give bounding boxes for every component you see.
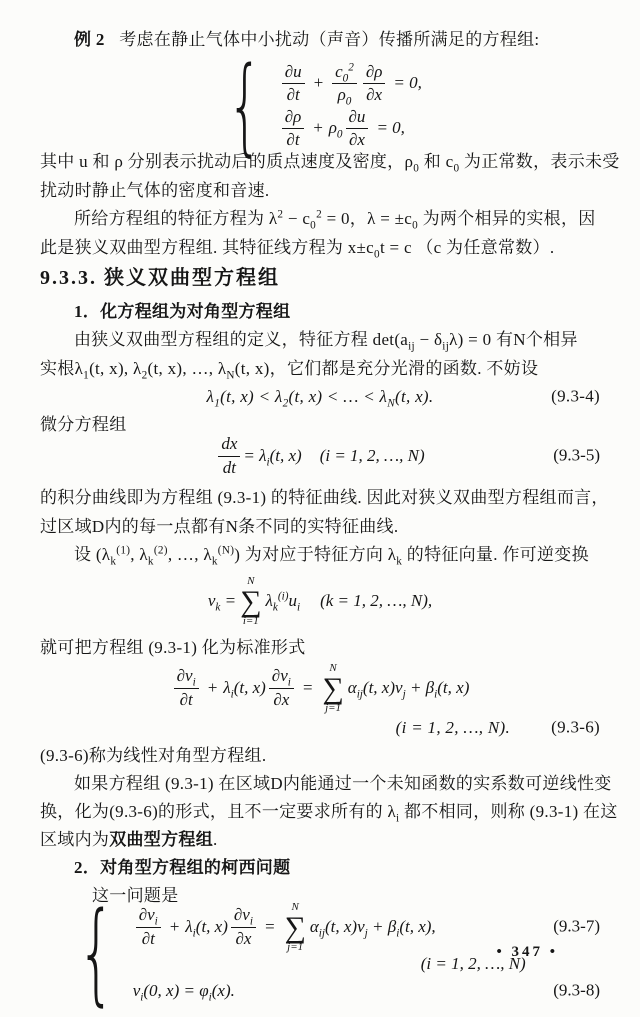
paragraph-if-line2: 换，化为(9.3-6)的形式，且不一定要求所有的 $\lambda_i$ 都不相同，则称 (9.3-1) 在这 bbox=[40, 802, 618, 825]
equals-operator: = bbox=[301, 677, 314, 697]
left-brace: { bbox=[77, 889, 116, 1017]
denominator: ∂t bbox=[179, 689, 193, 709]
equation-sound-2 bbox=[279, 106, 427, 151]
numerator: $c_0^2$ bbox=[332, 62, 357, 84]
equation-rhs: $\alpha_{ij}(t$, $x)v_j + \beta_i(t$, x), bbox=[309, 916, 436, 940]
example-paragraph bbox=[40, 28, 600, 53]
equation-9-3-8 bbox=[133, 977, 600, 1005]
initial-condition: $v_i(0$, $x) = \varphi_i(x)$. bbox=[132, 980, 235, 1004]
denominator: ∂t bbox=[141, 928, 155, 948]
equals-zero: = 0, bbox=[393, 73, 422, 93]
equation-9-3-6-line2 bbox=[40, 716, 600, 741]
item1-title: 1．化方程组为对角型方程组 bbox=[74, 302, 291, 321]
line-ode: 微分方程组 bbox=[40, 415, 127, 434]
equation-lhs: $v_k$ = bbox=[207, 590, 237, 614]
equation-condition: (i = 1, 2, …, N) bbox=[420, 953, 526, 973]
equation-rhs: $\alpha_{ij}(t$, $x)v_j + \beta_i(t$, x) bbox=[347, 677, 470, 701]
numerator: $\partial v_i$ bbox=[269, 666, 294, 688]
hyperbolic-system-term: 双曲型方程组 bbox=[109, 830, 214, 849]
denominator: dt bbox=[222, 457, 236, 477]
equation-system bbox=[213, 44, 427, 167]
coefficient: $\lambda_i(t$, x) bbox=[223, 677, 266, 701]
paragraph-characteristic-line1: 所给方程组的特征方程为 $\lambda^2 - c_0^2 = 0$，$\lambda = \pm c_0$ 为两个相异的实根，因 bbox=[74, 208, 596, 232]
sum-lower-limit: i=1 bbox=[242, 614, 259, 627]
equation-9-3-6-line1 bbox=[40, 660, 600, 716]
equation-9-3-4 bbox=[40, 385, 600, 410]
equation-condition: (k = 1, 2, …, N), bbox=[320, 590, 433, 610]
equals-operator: = bbox=[263, 916, 276, 936]
paragraph-definition-line1: 由狭义双曲型方程组的定义，特征方程 $\det(a_{ij} - \delta_{ij}\lambda) = 0$ 有N个相异 bbox=[74, 330, 578, 353]
equation-rhs: = $\lambda_i(t$, x) bbox=[243, 445, 302, 469]
numerator: ∂ρ bbox=[282, 107, 305, 129]
equation-9-3-5 bbox=[40, 433, 600, 479]
plus-operator: + bbox=[168, 916, 181, 936]
fraction bbox=[218, 434, 240, 478]
equation-body: $\lambda_1(t$, $x) < \lambda_2(t$, x) < … < $\lambda_N(t$, x). bbox=[206, 387, 434, 410]
fraction bbox=[282, 62, 305, 106]
sum-upper-limit: N bbox=[247, 575, 255, 588]
plus-operator: + bbox=[312, 73, 325, 93]
equals-zero: = 0, bbox=[376, 118, 405, 138]
summation bbox=[240, 575, 261, 626]
fraction bbox=[363, 62, 386, 106]
numerator: ∂u bbox=[346, 107, 369, 129]
line-problem-intro: 这一问题是 bbox=[92, 886, 179, 905]
sum-upper-limit: N bbox=[329, 662, 337, 675]
equation-tag: (9.3-7) bbox=[553, 916, 600, 936]
equation-tag: (9.3-5) bbox=[553, 445, 600, 465]
numerator: ∂ρ bbox=[363, 62, 386, 84]
section-heading: 9.3.3. 狭义双曲型方程组 bbox=[40, 267, 280, 289]
left-brace: { bbox=[227, 44, 263, 167]
sigma-symbol: ∑ bbox=[322, 671, 344, 705]
paragraph-if-line1: 如果方程组 (9.3-1) 在区域D内能通过一个未知函数的实系数可逆线性变 bbox=[74, 774, 612, 793]
denominator: ∂t bbox=[286, 130, 300, 149]
coefficient: $\rho_0$ bbox=[328, 118, 343, 141]
plus-operator: + bbox=[206, 677, 219, 697]
denominator: ∂x bbox=[366, 85, 383, 104]
denominator: $\rho_0$ bbox=[337, 85, 352, 108]
numerator: $\partial v_i$ bbox=[174, 666, 199, 688]
equation-body: $\lambda_k^{(i)}u_i$ bbox=[265, 590, 301, 614]
paragraph-definition-line2: 实根$\lambda_1(t$, x), $\lambda_2(t$, x), …, $\lambda_N(t$, x)，它们都是充分光滑的函数. 不妨设 bbox=[40, 359, 539, 382]
sum-lower-limit: j=1 bbox=[325, 701, 342, 714]
equation-sound-1 bbox=[279, 61, 427, 106]
equation-condition: (i = 1, 2, …, N). bbox=[395, 718, 510, 737]
summation bbox=[322, 662, 343, 713]
denominator: ∂x bbox=[273, 689, 290, 709]
fraction bbox=[282, 107, 305, 151]
numerator: $\partial v_i$ bbox=[136, 905, 161, 927]
text-before-bold: 区域内为 bbox=[40, 830, 110, 849]
denominator: ∂x bbox=[349, 130, 365, 149]
equation-lines bbox=[279, 61, 427, 151]
line-standard-form: 就可把方程组 (9.3-1) 化为标准形式 bbox=[40, 638, 306, 657]
denominator: ∂t bbox=[286, 85, 300, 104]
sum-upper-limit: N bbox=[291, 901, 299, 914]
paragraph-integral-line2: 过区域D内的每一点都有N条不同的实特征曲线. bbox=[40, 517, 399, 536]
paragraph-if-line3 bbox=[40, 828, 600, 853]
equation-tag: (9.3-8) bbox=[553, 980, 600, 1000]
example-intro: 考虑在静止气体中小扰动（声音）传播所满足的方程组: bbox=[119, 30, 540, 49]
plus-operator: + bbox=[312, 118, 324, 138]
numerator: ∂u bbox=[282, 62, 305, 84]
fraction bbox=[332, 62, 357, 106]
denominator: ∂x bbox=[235, 928, 252, 948]
numerator: dx bbox=[218, 434, 240, 456]
equation-tag: (9.3-4) bbox=[551, 386, 600, 406]
fraction bbox=[174, 666, 199, 710]
text-after-bold: . bbox=[213, 830, 218, 849]
paragraph-meaning-line1: 其中 u 和 ρ 分别表示扰动后的质点速度及密度，$\rho_0$ 和 $c_0$ 为正常数，表示未受 bbox=[40, 152, 620, 175]
equation-vk-transform bbox=[40, 572, 600, 630]
paragraph-meaning-line2: 扰动时静止气体的密度和音速. bbox=[40, 181, 270, 200]
fraction bbox=[346, 107, 369, 151]
page-number: • 347 • bbox=[496, 944, 558, 960]
coefficient: $\lambda_i(t$, x) bbox=[185, 916, 228, 940]
sigma-symbol: ∑ bbox=[284, 910, 306, 944]
line-diagonal-name: (9.3-6)称为线性对角型方程组. bbox=[40, 746, 267, 765]
sum-lower-limit: j=1 bbox=[287, 940, 304, 953]
sigma-symbol: ∑ bbox=[240, 584, 262, 618]
paragraph-eigenvector: 设 ($\lambda_k^{(1)}$, $\lambda_k^{(2)}$, …, $\lambda_k^{(N)}$) 为对应于特征方向 $\lambda_k$ 的特征向量. 作可逆变换 bbox=[74, 544, 589, 568]
numerator: $\partial v_i$ bbox=[231, 905, 256, 927]
paragraph-characteristic-line2: 此是狭义双曲型方程组. 其特征线方程为 $x\pm c_0t = c$ （c 为任意常数）. bbox=[40, 238, 555, 261]
item2-title: 2．对角型方程组的柯西问题 bbox=[74, 858, 291, 877]
fraction bbox=[269, 666, 294, 710]
example-label: 例 2 bbox=[74, 30, 105, 49]
equation-tag: (9.3-6) bbox=[551, 717, 600, 737]
paragraph-integral-line1: 的积分曲线即为方程组 (9.3-1) 的特征曲线. 因此对狭义双曲型方程组而言， bbox=[40, 488, 609, 507]
equation-condition: (i = 1, 2, …, N) bbox=[319, 445, 425, 465]
